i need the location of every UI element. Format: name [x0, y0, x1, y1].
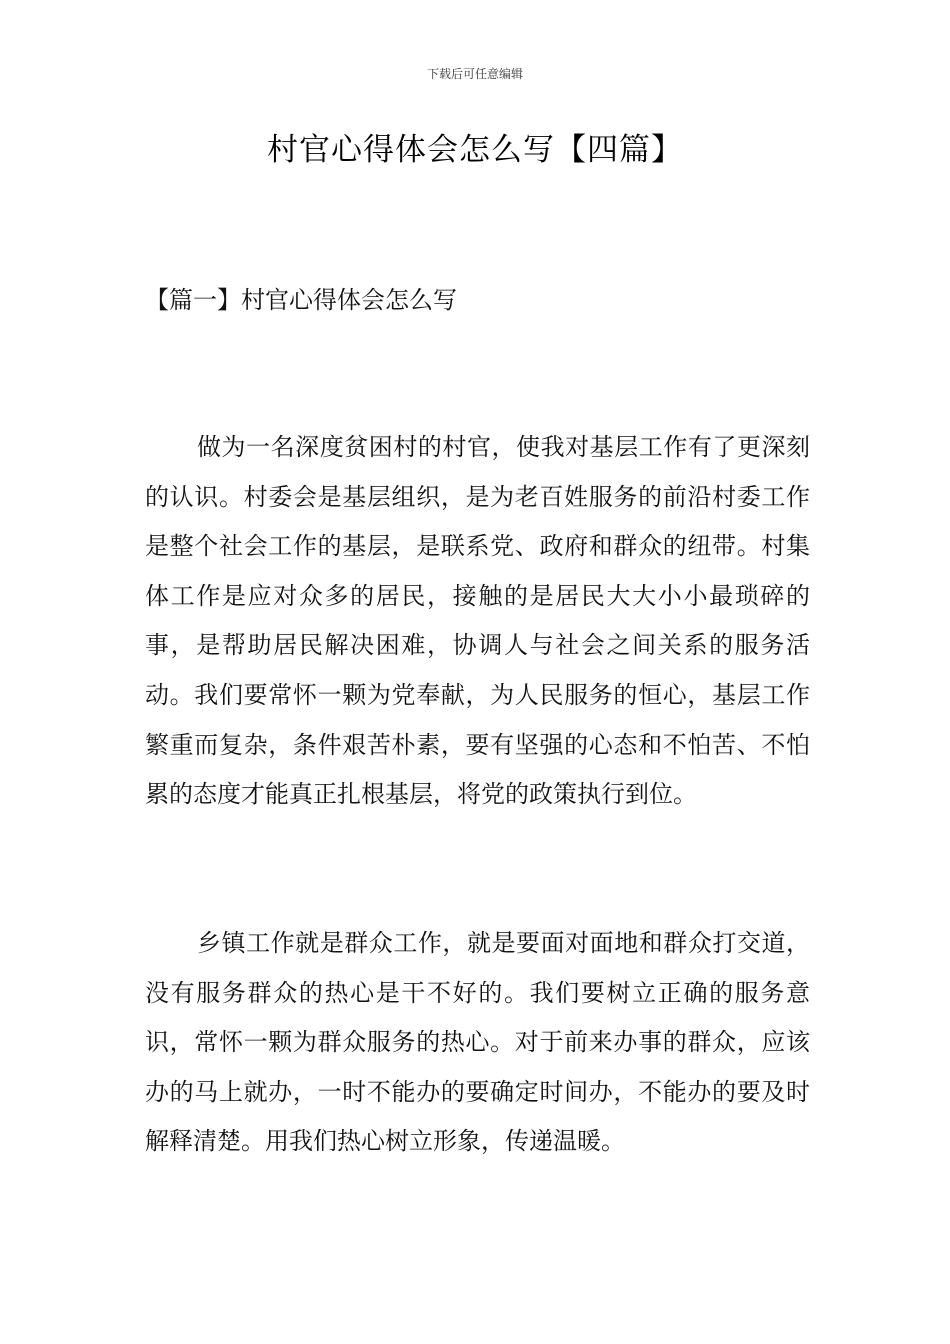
body-paragraph-1: 做为一名深度贫困村的村官，使我对基层工作有了更深刻的认识。村委会是基层组织，是为老百姓服务的前沿村委工作是整个社会工作的基层，是联系党、政府和群众的纽带。村集体工作是应对众多的居民，接触的是居民大大小小最琐碎的事，是帮助居民解决困难，协调人与社会之间关系的服务活动。我们要常怀一颗为党奉献，为人民服务的恒心，基层工作繁重而复杂，条件艰苦朴素，要有坚强的心态和不怕苦、不怕累的态度才能真正扎根基层，将党的政策执行到位。 — [145, 433, 810, 809]
section-heading: 【篇一】村官心得体会怎么写 — [145, 286, 457, 314]
document-title: 村官心得体会怎么写【四篇】 — [267, 132, 683, 168]
header-note: 下载后可任意编辑 — [426, 67, 523, 81]
body-paragraph-2: 乡镇工作就是群众工作，就是要面对面地和群众打交道，没有服务群众的热心是干不好的。我们要树立正确的服务意识，常怀一颗为群众服务的热心。对于前来办事的群众，应该办的马上就办，一时不能办的要确定时间办，不能办的要及时解释清楚。用我们热心树立形象，传递温暖。 — [145, 929, 810, 1156]
